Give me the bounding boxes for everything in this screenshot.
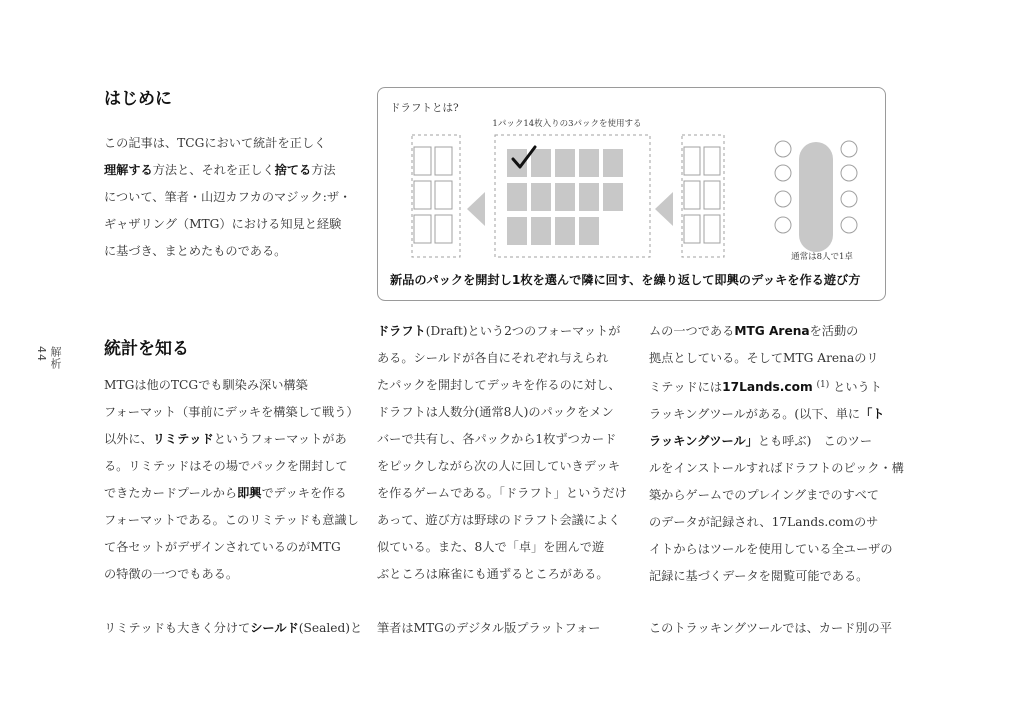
text-line [377,615,600,642]
card-outline [684,215,700,243]
text-line [649,455,904,482]
table-icon [799,142,833,252]
section-label: 解析 [49,346,62,370]
text-segment: (Draft)という2つのフォーマットが [425,324,621,338]
text-line [649,509,904,536]
text-line [104,561,359,588]
seat-icon [841,217,857,233]
text-line [104,157,351,184]
text-segment: 方法 [311,163,336,177]
intro-paragraph [104,130,351,265]
text-segment: あって、遊び方は野球のドラフト会議によく [377,513,621,527]
text-line [104,399,359,426]
footnote-ref: (1) [816,380,830,390]
text-segment: る。リミテッドはその場でパックを開封して [104,459,348,473]
text-segment: たパックを開封してデッキを作るのに対し、 [377,378,621,392]
text-segment: ラッキングツールがある。(以下、単に [649,407,861,421]
text-segment: について、筆者・山辺カフカのマジック:ザ・ [104,190,352,204]
text-line [377,507,627,534]
text-line [649,345,904,372]
diagram-caption: 新品のパックを開封し1枚を選んで隣に回す、を繰り返して即興のデッキを作る遊び方 [390,273,861,287]
arrow-left-icon [655,192,673,226]
card-outline [684,147,700,175]
text-segment: この記事は、TCGにおいて統計を正しく [104,136,327,150]
seat-icon [775,165,791,181]
text-line [649,318,904,345]
stats-column-3-tail [649,615,892,642]
text-segment: バーで共有し、各パックから1枚ずつカード [377,432,617,446]
card [555,149,575,177]
text-segment: ルをインストールすればドラフトのピック・構 [649,461,904,475]
text-segment: ムの一つである [649,324,735,338]
text-segment: イトからはツールを使用している全ユーザの [649,542,893,556]
text-line [377,399,627,426]
card [531,149,551,177]
stats-column-2-tail [377,615,600,642]
text-line [377,561,627,588]
text-segment: リミテッドも大きく分けて [104,621,251,635]
text-line [377,345,627,372]
card [579,217,599,245]
text-segment: ぶところは麻雀にも通ずるところがある。 [377,567,609,581]
text-line [104,372,359,399]
arrow-left-icon [467,192,485,226]
pack-label: 1パック14枚入りの3パックを使用する [492,119,642,129]
card [555,217,575,245]
card-outline [414,147,431,175]
card [531,217,551,245]
text-line [104,184,351,211]
seat-icon [775,141,791,157]
card-outline [704,147,720,175]
seat-icon [775,217,791,233]
text-segment: を活動の [809,324,859,338]
text-segment: を作るゲームである。「ドラフト」というだけ [377,486,627,500]
text-line [104,480,359,507]
stats-column-2 [377,318,627,588]
intro-heading: はじめに [104,89,172,109]
seat-icon [841,191,857,207]
text-segment: ある。シールドが各自にそれぞれ与えられ [377,351,609,365]
page-number: 44 [35,346,48,362]
emphasis-term: 「ト [860,407,885,421]
text-segment: 記録に基づくデータを閲覧可能である。 [649,569,869,583]
text-segment: のデータが記録され、17Lands.comのサ [649,515,879,529]
emphasis-term: 理解する [104,163,153,177]
emphasis-term: 捨てる [274,163,312,177]
text-segment: に基づき、まとめたものである。 [104,244,287,258]
text-line [377,453,627,480]
text-segment: 築からゲームでのプレイングまでのすべて [649,488,879,502]
card-outline [414,181,431,209]
side-label [34,346,62,370]
seat-icon [775,191,791,207]
text-segment: MTGは他のTCGでも馴染み深い構築 [104,378,308,392]
text-segment: というフォーマットがあ [213,432,347,446]
text-line [377,372,627,399]
emphasis-term: リミテッド [152,432,214,446]
card [579,149,599,177]
text-segment: 拠点としている。そしてMTG Arenaのリ [649,351,879,365]
stats-column-1 [104,372,359,588]
card [507,183,527,211]
text-line [104,130,351,157]
text-line [649,536,904,563]
text-segment: ギャザリング（MTG）における知見と経験 [104,217,342,231]
text-line [377,426,627,453]
table-label: 通常は8人で1卓 [791,252,853,262]
text-segment: ミテッドには [649,380,723,394]
text-segment: できたカードプールから [104,486,238,500]
card-outline [435,215,452,243]
card [555,183,575,211]
text-line [649,401,904,428]
card [579,183,599,211]
text-segment: 似ている。また、8人で「卓」を囲んで遊 [377,540,605,554]
text-segment: 以外に、 [104,432,153,446]
emphasis-term: ラッキングツール」 [649,434,758,448]
text-segment: とも呼ぶ) このツー [757,434,873,448]
text-segment: でデッキを作る [261,486,347,500]
text-segment: 筆者はMTGのデジタル版プラットフォー [377,621,601,635]
text-line [377,318,627,345]
text-segment: ドラフトは人数分(通常8人)のパックをメン [377,405,614,419]
text-line [649,615,892,642]
text-line [649,563,904,590]
text-line [104,615,362,642]
text-segment: をピックしながら次の人に回していきデッキ [377,459,621,473]
emphasis-term: ドラフト [377,324,426,338]
card [603,183,623,211]
text-line [377,480,627,507]
text-segment: て各セットがデザインされているのがMTG [104,540,341,554]
text-line [104,426,359,453]
card [507,217,527,245]
card-outline [684,181,700,209]
stats-column-1-tail [104,615,362,642]
text-segment: フォーマット（事前にデッキを構築して戦う） [104,405,359,419]
text-segment: フォーマットである。このリミテッドも意識し [104,513,359,527]
diagram-title: ドラフトとは? [390,102,459,114]
card-outline [704,181,720,209]
text-line [377,534,627,561]
emphasis-term: MTG Arena [734,324,810,338]
text-segment: 方法と、それを正しく [152,163,275,177]
card-outline [414,215,431,243]
seat-icon [841,165,857,181]
card-outline [435,181,452,209]
stats-heading: 統計を知る [104,339,189,359]
card [603,149,623,177]
seat-icon [841,141,857,157]
text-line [104,453,359,480]
text-line [104,211,351,238]
card [531,183,551,211]
text-line [649,482,904,509]
emphasis-term: 即興 [237,486,262,500]
text-segment: の特徴の一つでもある。 [104,567,239,581]
text-line [104,507,359,534]
text-segment: というト [829,380,882,394]
card-outline [435,147,452,175]
text-line [649,428,904,455]
card-outline [704,215,720,243]
text-segment: このトラッキングツールでは、カード別の平 [649,621,892,635]
text-line [104,534,359,561]
text-line [649,372,904,401]
emphasis-term: 17Lands.com [722,380,813,394]
text-line [104,238,351,265]
text-segment: (Sealed)と [298,621,363,635]
emphasis-term: シールド [250,621,299,635]
stats-column-3 [649,318,904,590]
